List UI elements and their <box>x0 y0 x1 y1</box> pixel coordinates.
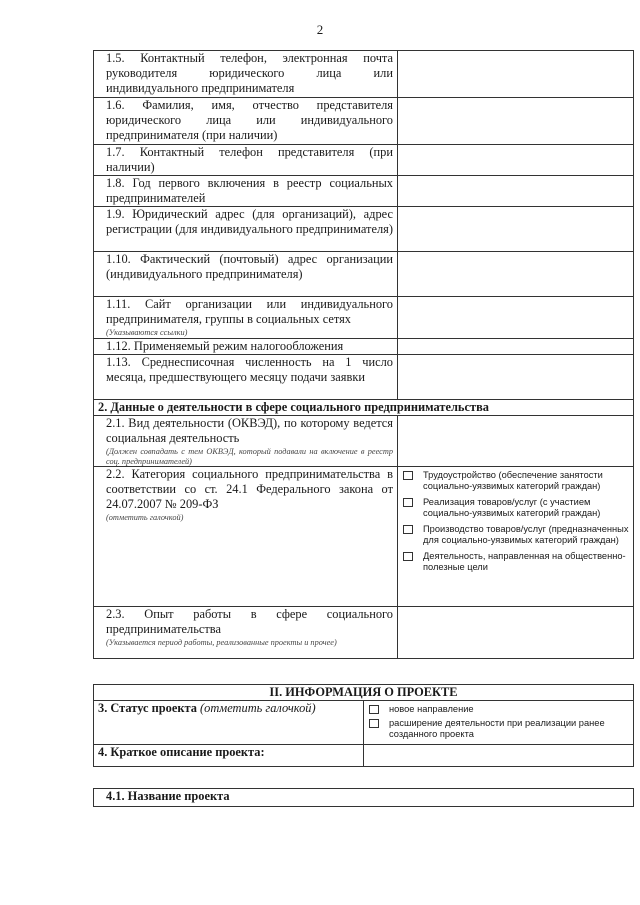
info-row <box>94 51 634 98</box>
general-info-rows <box>94 51 634 400</box>
status-options <box>364 701 634 745</box>
row-2-1-text: 2.1. Вид деятельности (ОКВЭД), по которому ведется социальная деятельность <box>106 416 393 445</box>
info-row <box>94 145 634 176</box>
status-label: 3. Статус проекта <box>98 701 197 715</box>
category-option-label: Реализация товаров/услуг (с участием социально-уязвимых категорий граждан) <box>423 497 601 518</box>
row-2-1-value[interactable] <box>398 416 634 467</box>
info-row-text: 1.8. Год первого включения в реестр социальных предпринимателей <box>106 176 393 205</box>
info-row-text: 1.13. Среднесписочная численность на 1 число месяца, предшествующего месяцу подачи заявки <box>106 355 393 384</box>
status-option-expansion[interactable] <box>368 718 629 740</box>
category-options <box>398 467 634 607</box>
info-row-label <box>94 207 398 252</box>
category-option-employment[interactable] <box>402 470 629 492</box>
info-row-label <box>94 355 398 400</box>
page-number: 2 <box>316 22 324 37</box>
info-row-value[interactable] <box>398 252 634 297</box>
status-option-label: расширение деятельности при реализации ранее созданного проекта <box>389 718 605 739</box>
info-row-label <box>94 51 398 98</box>
info-row-value[interactable] <box>398 355 634 400</box>
info-row <box>94 98 634 145</box>
info-row-value[interactable] <box>398 176 634 207</box>
info-row-label <box>94 297 398 339</box>
info-row <box>94 297 634 339</box>
category-option-label: Трудоустройство (обеспечение занятости социально-уязвимых категорий граждан) <box>423 470 603 491</box>
info-row-value[interactable] <box>398 207 634 252</box>
info-row-text: 1.7. Контактный телефон представителя (при наличии) <box>106 145 393 174</box>
info-row-text: 1.11. Сайт организации или индивидуального предпринимателя, группы в социальных сетях <box>106 297 393 326</box>
row-2-2-text: 2.2. Категория социального предпринимательства в соответствии со ст. 24.1 Федерального закона от 24.07.2007 № 209-ФЗ <box>106 467 393 511</box>
section-ii-title: II. ИНФОРМАЦИЯ О ПРОЕКТЕ <box>94 685 634 701</box>
status-option-new[interactable] <box>368 704 629 715</box>
row-2-2-note: (отметить галочкой) <box>106 513 184 522</box>
info-row-value[interactable] <box>398 297 634 339</box>
info-row-note: (Указываются ссылки) <box>106 328 188 337</box>
status-note: (отметить галочкой) <box>200 701 316 715</box>
section-2 <box>94 400 634 659</box>
info-row-value[interactable] <box>398 98 634 145</box>
info-row-text: 1.6. Фамилия, имя, отчество представителя юридического лица или индивидуального предпринимателя (при наличии) <box>106 98 393 142</box>
checkbox-icon[interactable] <box>403 471 413 480</box>
info-row-text: 1.10. Фактический (почтовый) адрес организации (индивидуального предпринимателя) <box>106 252 393 281</box>
row-3-status <box>94 701 634 745</box>
row-2-2-label <box>94 467 398 607</box>
project-info-table <box>93 684 634 767</box>
checkbox-icon[interactable] <box>369 705 379 714</box>
row-2-3-note: (Указывается период работы, реализованные проекты и прочее) <box>106 638 337 647</box>
info-row-label <box>94 252 398 297</box>
row-2-1-note: (Должен совпадать с тем ОКВЭД, который подавали на включение в реестр соц. предпринимателей) <box>106 447 393 466</box>
info-row-text: 1.5. Контактный телефон, электронная почта руководителя юридического лица или индивидуального предпринимателя <box>106 51 393 95</box>
info-row-text: 1.9. Юридический адрес (для организаций), адрес регистрации (для индивидуального предпринимателя) <box>106 207 393 236</box>
row-4-1 <box>94 789 634 807</box>
category-option-sales[interactable] <box>402 497 629 519</box>
row-2-3-label <box>94 607 398 659</box>
info-row-label <box>94 176 398 207</box>
category-option-label: Производство товаров/услуг (предназначенных для социально-уязвимых категорий граждан) <box>423 524 629 545</box>
organization-info-table <box>93 50 634 659</box>
info-row-label <box>94 145 398 176</box>
brief-label: 4. Краткое описание проекта: <box>94 745 364 767</box>
status-option-label: новое направление <box>389 704 474 714</box>
checkbox-icon[interactable] <box>403 525 413 534</box>
info-row-value[interactable] <box>398 145 634 176</box>
category-option-production[interactable] <box>402 524 629 546</box>
row-2-1 <box>94 416 634 467</box>
row-4-brief <box>94 745 634 767</box>
checkbox-icon[interactable] <box>403 498 413 507</box>
row-2-3 <box>94 607 634 659</box>
category-option-public-benefit[interactable] <box>402 551 629 573</box>
status-label-cell <box>94 701 364 745</box>
project-name-table <box>93 788 634 807</box>
info-row-value[interactable] <box>398 339 634 355</box>
row-2-1-label <box>94 416 398 467</box>
info-row-label <box>94 98 398 145</box>
category-option-label: Деятельность, направленная на общественно-полезные цели <box>423 551 626 572</box>
info-row <box>94 339 634 355</box>
info-row <box>94 207 634 252</box>
row-2-3-text: 2.3. Опыт работы в сфере социального предпринимательства <box>106 607 393 636</box>
section-2-title: 2. Данные о деятельности в сфере социального предпринимательства <box>94 400 634 416</box>
info-row <box>94 176 634 207</box>
info-row-value[interactable] <box>398 51 634 98</box>
section-2-header <box>94 400 634 416</box>
checkbox-icon[interactable] <box>369 719 379 728</box>
info-row <box>94 252 634 297</box>
info-row-text: 1.12. Применяемый режим налогообложения <box>106 339 344 353</box>
checkbox-icon[interactable] <box>403 552 413 561</box>
info-row-label <box>94 339 398 355</box>
project-name-label[interactable]: 4.1. Название проекта <box>94 789 634 807</box>
info-row <box>94 355 634 400</box>
row-2-2 <box>94 467 634 607</box>
brief-value[interactable] <box>364 745 634 767</box>
row-2-3-value[interactable] <box>398 607 634 659</box>
section-ii-header <box>94 685 634 701</box>
